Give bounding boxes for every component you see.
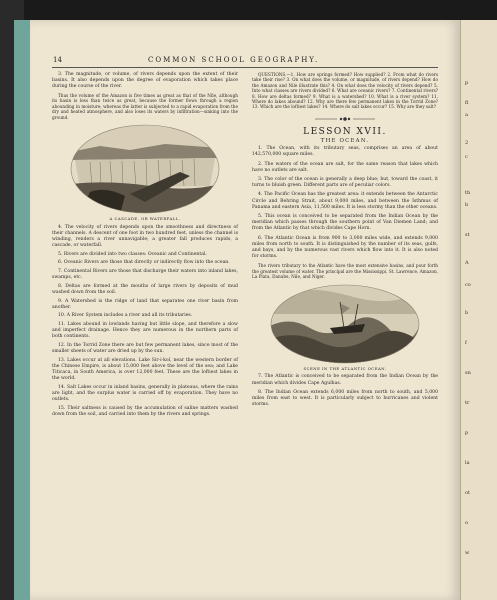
paragraph: 11. Lakes abound in lowlands having but little slope, and therefore a slow and imperfect drainage. Hence they are numerous in the northern parts of both continents. (52, 322, 238, 340)
paragraph: 4. The velocity of rivers depends upon the smoothness and directness of their channels. A descent of one foot in two hundred feet, unless the channel is winding, renders a river unnavigable; a greater fall produces rapids, a cascade, or waterfall. (52, 224, 238, 249)
fragment-text: ot (465, 490, 471, 496)
fragment-text: b (465, 202, 469, 208)
paragraph: 6. Oceanic Rivers are those that directly or indirectly flow into the ocean. (58, 260, 230, 266)
note-paragraph: The rivers tributary to the Atlantic have the most extensive basins, and pour forth the greatest volume of water. The principal are the Mississippi, St. Lawrence, Amazon, La Plata, Danube, Nile, and Niger. (252, 263, 438, 280)
fragment-text: sn (465, 370, 471, 376)
paragraph: 1. The Ocean, with its tributary seas, comprises an area of about 142,570,000 square miles. (252, 146, 438, 158)
paragraph: 6. The Atlantic Ocean is from 900 to 3,000 miles wide, and extends 9,000 miles from north to south. It is distinguished by the number of its seas, gulfs, and bays, and by the numerous vast rivers which flow into it. It is also noted for storms. (252, 235, 438, 260)
waterfall-illustration (70, 124, 220, 214)
paragraph: 5. Rivers are divided into two classes: Oceanic and Continental. (58, 251, 207, 257)
figure-caption: A CASCADE, OR WATERFALL. (109, 216, 181, 222)
paragraph: 8. Deltas are formed at the mouths of large rivers by deposits of mud washed down from the soil. (52, 283, 238, 296)
fragment-text: A (465, 260, 469, 266)
fragment-text: f (465, 340, 467, 346)
figure-caption: SCENE IN THE ATLANTIC OCEAN. (303, 365, 387, 371)
left-column (52, 72, 238, 421)
next-page-edge (460, 20, 497, 600)
lesson-title: LESSON XVII. (303, 127, 387, 138)
paragraph: 2. The waters of the ocean are salt, for the same reason that lakes which have no outlets are salt. (252, 161, 438, 173)
paragraph: 13. Lakes occur at all elevations. Lake Sir-i-kol, near the western border of the Chinese Empire, is about 15,000 feet above the level of the sea; and Lake Titicaca, in South America, is over 12,000 feet. These are the loftiest lakes in the world. (52, 357, 238, 382)
fragment-text: st (465, 232, 470, 238)
paragraph: 12. In the Torrid Zone there are but few permanent lakes, since most of the smaller sheets of water are dried up by the sun. (52, 343, 238, 355)
fragment-text: c (465, 154, 468, 160)
fragment-text: b (465, 310, 469, 316)
paragraph: 5. This ocean is conceived to be separated from the Indian Ocean by the meridian which passes through the southern point of Van Diemen Land; and from the Atlantic by that which divides Cape Horn. (252, 214, 438, 232)
fragment-text: p (465, 80, 469, 86)
questions-block: QUESTIONS.—1. How are springs formed? How supplied? 2. From what do rivers take their rise? 3. On what does the volume, or magnitude, of rivers depend? How do the Amazon and Nile illustrate this? 4. On what does the velocity of rivers depend? 5. Into what classes are rivers divided? 6. What are oceanic rivers? 7. Continental rivers? 8. How are deltas formed? 9. What is a watershed? 10. What is a river system? 11. Where do lakes abound? 12. Why are there few permanent lakes in the Torrid Zone? 13. Which are the loftiest lakes? 14. Where do salt lakes occur? 15. Why are they salt? (252, 72, 438, 110)
fragment-text: la (465, 460, 470, 466)
fragment-text: p (465, 430, 469, 436)
paragraph: 4. The Pacific Ocean has the greatest area: it extends between the Antarctic Circle and Behring Strait, about 9,000 miles, and between the Isthmus of Panama and eastern Asia, 11,500 miles. It is less stormy than the other oceans. (252, 192, 438, 210)
lesson-subtitle: THE OCEAN. (320, 137, 370, 144)
right-column (252, 72, 438, 411)
book-cover-edge (14, 20, 31, 600)
fragment-text: th (465, 190, 471, 196)
ocean-scene-illustration (270, 284, 420, 364)
paragraph: 3. The color of the ocean is generally a deep blue; but, toward the coast, it turns to bluish green. Different parts are of peculiar colors. (252, 177, 438, 189)
fragment-text: a (465, 112, 468, 118)
paragraph: 8. The Indian Ocean extends 6,000 miles from north to south, and 5,000 miles from east to west. It is particularly subject to hurricanes and violent storms. (252, 389, 438, 408)
paragraph: 10. A River System includes a river and all its tributaries. (58, 313, 193, 319)
fragment-text: w (465, 550, 470, 556)
fragment-text: co (465, 282, 471, 288)
paragraph: 7. The Atlantic is conceived to be separated from the Indian Ocean by the meridian which divides Cape Agulhas. (252, 374, 438, 386)
header-rule (52, 67, 438, 68)
book-page (30, 20, 460, 600)
paragraph: 14. Salt Lakes occur in inland basins, generally in plateaus, where the rains are light, and the surplus water is carried off by evaporation. They have no outlets. (52, 385, 238, 403)
page-number: 14 (53, 56, 62, 64)
fragment-text: o (465, 520, 469, 526)
fragment-text: 2 (465, 140, 469, 146)
paragraph: 9. A Watershed is the ridge of land that separates one river basin from another. (52, 298, 238, 310)
running-title: COMMON SCHOOL GEOGRAPHY. (148, 56, 320, 64)
fragment-text: fl (465, 100, 469, 106)
paragraph: 15. Their saltness is caused by the accumulation of saline matters washed down from the soil, and carried into them by the rivers and springs. (52, 406, 238, 418)
ornament-divider (252, 116, 438, 125)
note-paragraph: Thus the volume of the Amazon is five times as great as that of the Nile, although its basin is less than twice as great, because the former flows through a region abounding in moisture; whereas the latter is subjected to a rapid evaporation from the dry and heated atmosphere, and also loses its waters by infiltration—sinking into the ground. (52, 93, 238, 120)
paragraph: 7. Continental Rivers are those that discharge their waters into inland lakes, swamps, etc. (52, 269, 238, 281)
fragment-text: tr (465, 400, 470, 406)
paragraph: 3. The magnitude, or volume, of rivers depends upon the extent of their basins. It also depends upon the degree of evaporation which takes place during the course of the river. (52, 72, 238, 90)
